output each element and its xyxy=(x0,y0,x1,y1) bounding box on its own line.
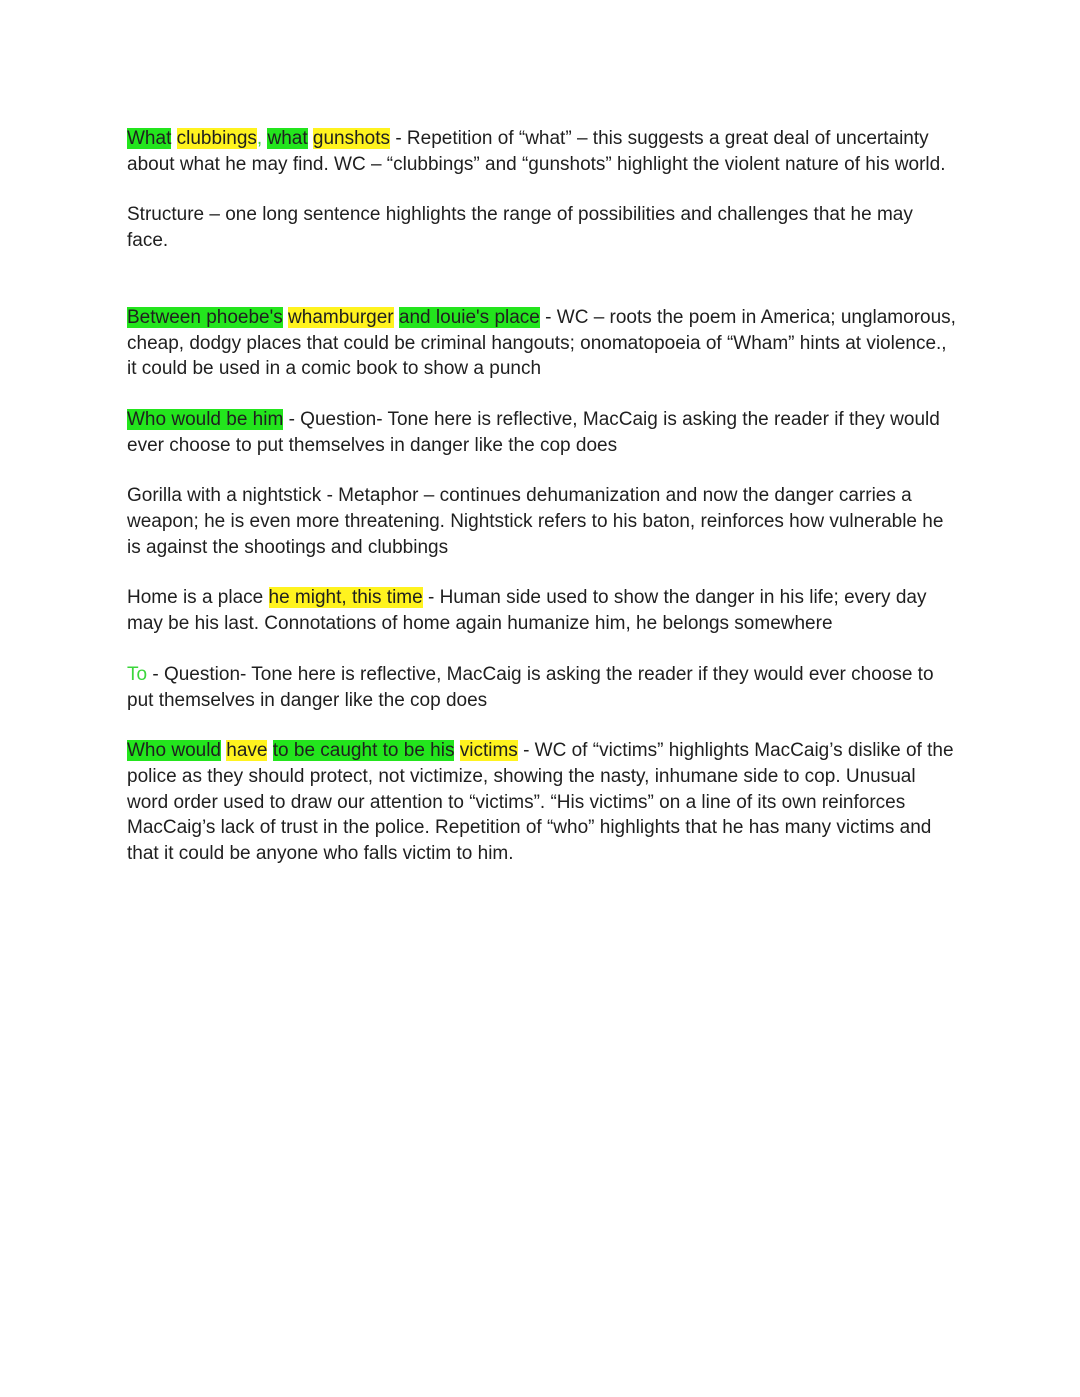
highlight-segment: what xyxy=(267,128,308,149)
note-what-clubbings xyxy=(127,126,957,177)
highlight-segment: whamburger xyxy=(288,306,394,328)
note-home-is-a-place xyxy=(127,585,957,636)
highlight-segment: gunshots xyxy=(312,128,391,149)
text-segment: Home is a place xyxy=(127,587,269,609)
text-segment: - WC – roots the poem in America; unglamorous, cheap, dodgy places that could be criminal hangouts; onomatopoeia of “Wham” hints at violence., it could be used in a comic book to show a punch xyxy=(127,306,956,380)
text-segment: To xyxy=(127,663,148,685)
text-segment: , xyxy=(256,128,268,149)
highlight-segment: clubbings xyxy=(176,128,257,149)
text-segment: - WC of “victims” highlights MacCaig’s dislike of the police as they should protect, not victimize, showing the nasty, inhumane side to cop. Unusual word order used to draw our attention to “victims”. “His victims” on a line of its own reinforces MacCaig’s lack of trust in the police. Repetition of “who” highlights that he has many victims and that it could be anyone who falls victim to him. xyxy=(127,740,954,865)
note-between-phoebes xyxy=(127,305,957,382)
text-segment: Gorilla with a nightstick - Metaphor – continues dehumanization and now the danger carries a weapon; he is even more threatening. Nightstick refers to his baton, reinforces how vulnerable he is against the shootings and clubbings xyxy=(127,485,944,558)
text-segment xyxy=(267,740,272,761)
highlight-segment: Who would be him xyxy=(127,408,284,430)
note-to xyxy=(127,662,957,713)
highlight-segment: victims xyxy=(459,740,518,762)
note-who-would-be-him xyxy=(127,407,957,458)
highlight-segment: What xyxy=(127,128,172,149)
highlight-segment: and louie's place xyxy=(398,306,540,328)
highlight-segment: Between phoebe's xyxy=(127,306,283,328)
text-segment: - Question- Tone here is reflective, MacCaig is asking the reader if they would ever choose to put themselves in danger like the cop does xyxy=(127,408,940,456)
text-segment xyxy=(171,128,176,149)
note-who-would-have xyxy=(127,738,957,867)
highlight-segment: Who would xyxy=(127,740,221,762)
document-page xyxy=(127,126,957,867)
highlight-segment: he might, this time xyxy=(268,587,423,609)
text-segment: - Question- Tone here is reflective, MacCaig is asking the reader if they would ever choose to put themselves in danger like the cop does xyxy=(127,663,934,711)
text-segment: - Repetition of “what” – this suggests a great deal of uncertainty about what he may find. WC – “clubbings” and “gunshots” highlight the violent nature of his world. xyxy=(127,128,946,175)
note-structure xyxy=(127,202,957,253)
text-segment: - Human side used to show the danger in his life; every day may be his last. Connotations of home again humanize him, he belongs somewhere xyxy=(127,587,927,635)
text-segment: Structure – one long sentence highlights the range of possibilities and challenges that he may face. xyxy=(127,204,913,252)
text-segment xyxy=(454,740,459,761)
highlight-segment: to be caught to be his xyxy=(272,740,455,762)
note-gorilla xyxy=(127,483,957,560)
highlight-segment: have xyxy=(226,740,268,762)
